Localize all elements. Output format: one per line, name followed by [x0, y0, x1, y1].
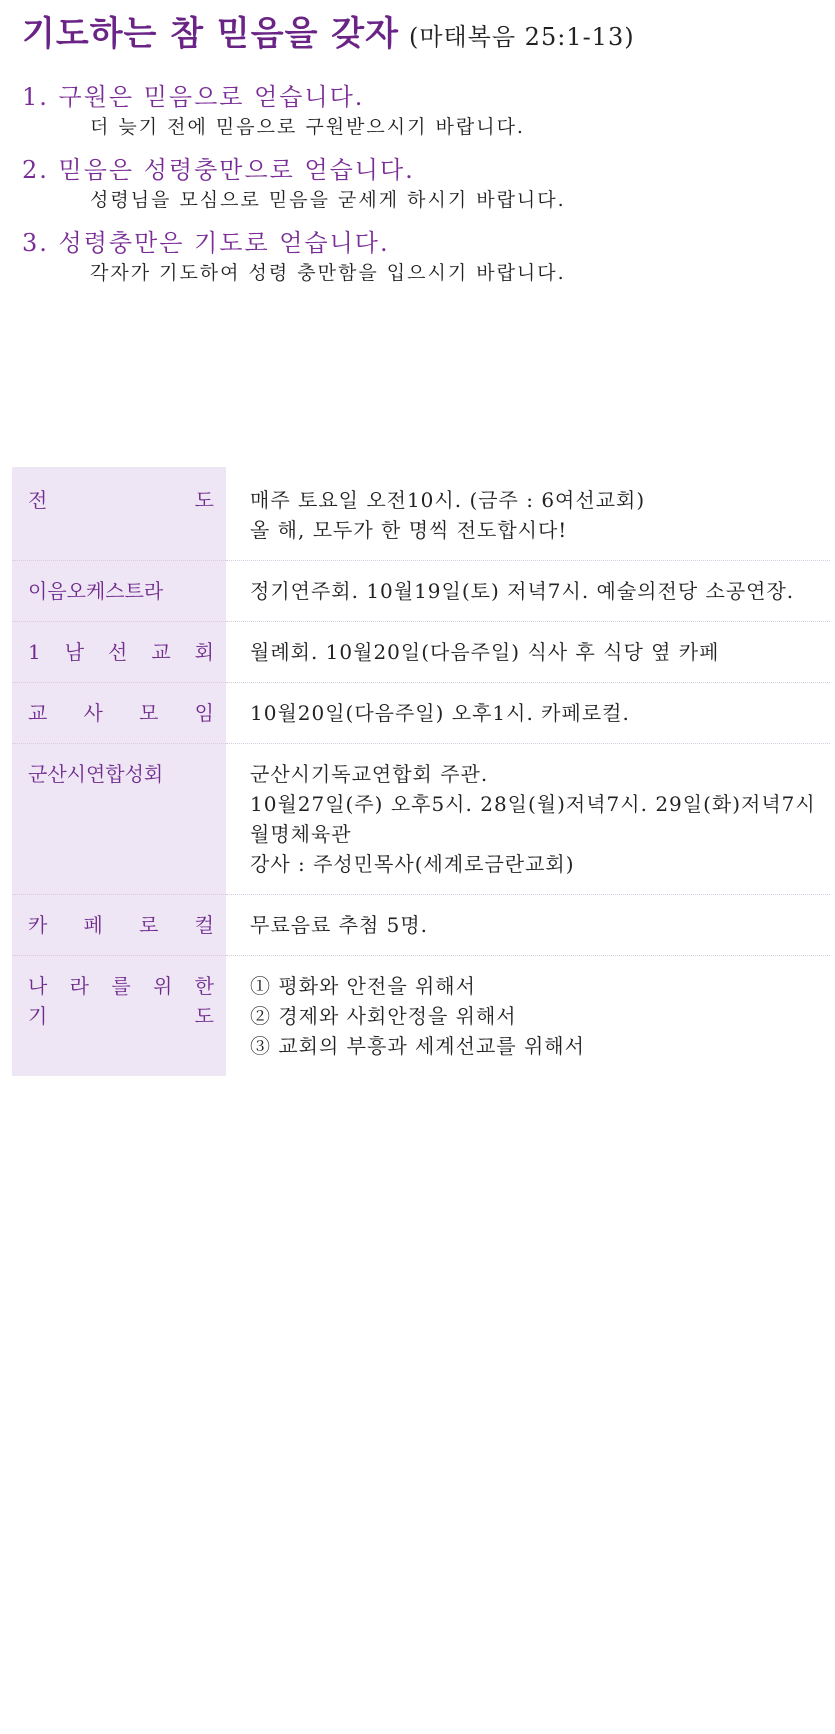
label-text: 이음오케스트라 — [28, 579, 164, 603]
announcement-row — [12, 895, 830, 956]
announcement-content — [226, 744, 830, 895]
point-heading: 2. 믿음은 성령충만으로 얻습니다. — [22, 156, 415, 184]
content-line: 정기연주회. 10월19일(토) 저녁7시. 예술의전당 소공연장. — [250, 579, 795, 603]
label-char: 로 — [139, 913, 159, 937]
announcement-content — [226, 467, 830, 561]
label-char: 남 — [64, 640, 85, 664]
announcement-content — [226, 683, 830, 744]
label-char: 를 — [111, 974, 131, 998]
announcement-label — [12, 744, 226, 895]
content-line: ① 평화와 안전을 위해서 — [250, 974, 476, 998]
announcement-label — [12, 956, 226, 1077]
label-char: 위 — [152, 974, 173, 998]
content-line: 강사 : 주성민목사(세계로금란교회) — [250, 852, 575, 876]
announcement-label — [12, 895, 226, 956]
label-char: 전 — [28, 488, 48, 512]
sermon-point — [22, 82, 812, 155]
announcement-row — [12, 467, 830, 561]
announcement-row — [12, 561, 830, 622]
label-char: 나 — [28, 974, 48, 998]
label-char: 라 — [69, 974, 89, 998]
label-text: 군산시연합성회 — [28, 762, 164, 786]
point-description: 더 늦기 전에 믿음으로 구원받으시기 바랍니다. — [90, 116, 525, 138]
scripture-reference: (마태복음 25:1-13) — [408, 23, 635, 51]
content-line: 10월27일(주) 오후5시. 28일(월)저녁7시. 29일(화)저녁7시 — [250, 792, 816, 816]
content-line: 매주 토요일 오전10시. (금주 : 6여선교회) — [250, 488, 646, 512]
label-char: 페 — [83, 913, 103, 937]
label-char: 한 — [194, 974, 214, 998]
label-char: 컬 — [194, 913, 214, 937]
announcement-label — [12, 622, 226, 683]
announcement-content — [226, 956, 830, 1077]
label-char: 선 — [108, 640, 128, 664]
label-char: 교 — [28, 701, 48, 725]
label-char: 카 — [28, 913, 48, 937]
label-char: 회 — [194, 640, 214, 664]
point-heading: 1. 구원은 믿음으로 얻습니다. — [22, 83, 365, 111]
content-line: 월례회. 10월20일(다음주일) 식사 후 식당 옆 카페 — [250, 640, 720, 664]
label-char: 모 — [139, 701, 159, 725]
point-description: 성령님을 모심으로 믿음을 굳세게 하시기 바랍니다. — [90, 189, 566, 211]
announcements-table — [12, 467, 830, 1076]
content-line: ② 경제와 사회안정을 위해서 — [250, 1004, 517, 1028]
label-char: 도 — [194, 488, 214, 512]
announcement-row — [12, 744, 830, 895]
content-line: 군산시기독교연합회 주관. — [250, 762, 489, 786]
label-char: 1 — [28, 640, 41, 664]
announcement-content — [226, 561, 830, 622]
sermon-point — [22, 228, 812, 301]
content-line: 월명체육관 — [250, 822, 352, 846]
content-line: 10월20일(다음주일) 오후1시. 카페로컬. — [250, 701, 630, 725]
label-char: 도 — [194, 1004, 214, 1028]
announcement-label — [12, 467, 226, 561]
point-heading: 3. 성령충만은 기도로 얻습니다. — [22, 229, 390, 257]
announcement-row — [12, 683, 830, 744]
sermon-point — [22, 155, 812, 228]
content-line: ③ 교회의 부흥과 세계선교를 위해서 — [250, 1034, 585, 1058]
announcement-row — [12, 956, 830, 1077]
sermon-title: 기도하는 참 믿음을 갖자 — [22, 14, 399, 54]
label-char: 임 — [194, 701, 214, 725]
announcement-label — [12, 683, 226, 744]
sermon-points — [22, 82, 812, 301]
announcement-label — [12, 561, 226, 622]
announcement-content — [226, 622, 830, 683]
announcement-row — [12, 622, 830, 683]
announcement-content — [226, 895, 830, 956]
page-title — [22, 6, 635, 55]
point-description: 각자가 기도하여 성령 충만함을 입으시기 바랍니다. — [90, 262, 566, 284]
content-line: 올 해, 모두가 한 명씩 전도합시다! — [250, 518, 568, 542]
label-char: 기 — [28, 1004, 48, 1028]
label-char: 교 — [151, 640, 171, 664]
content-line: 무료음료 추첨 5명. — [250, 913, 429, 937]
label-char: 사 — [83, 701, 103, 725]
